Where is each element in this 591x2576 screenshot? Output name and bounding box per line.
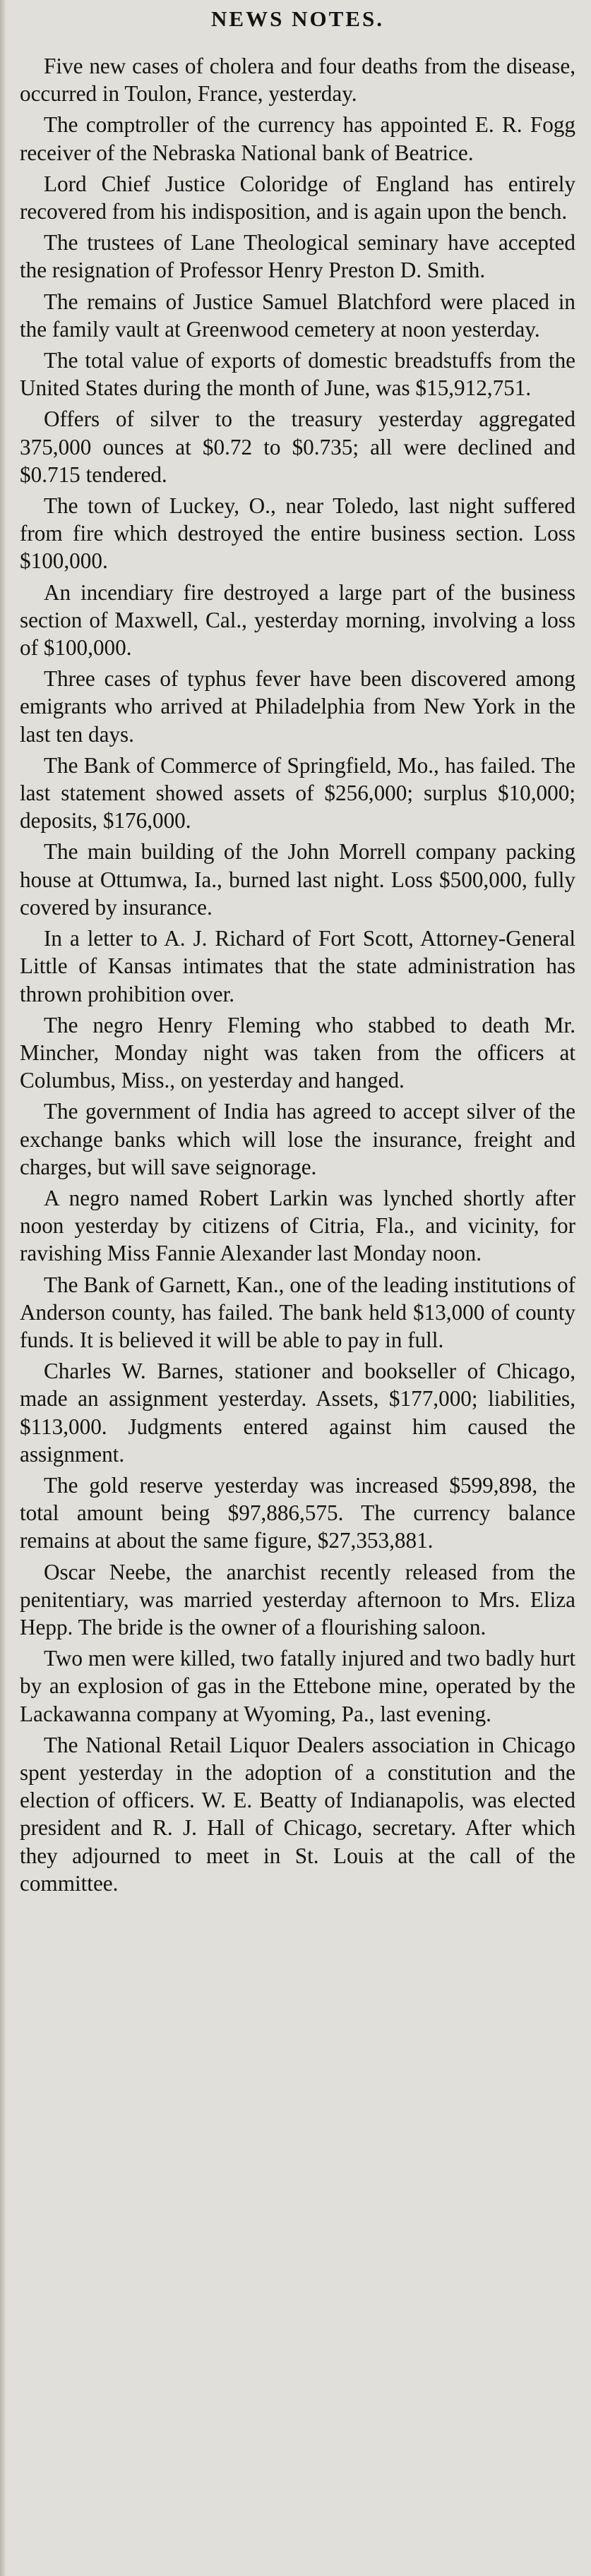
news-item: Oscar Neebe, the anarchist recently released from the penitentiary, was married yesterday afternoon to Mrs. Eliza Hepp. The bride is the owner of a flourishing saloon. — [20, 1559, 575, 1639]
section-headline: NEWS NOTES. — [211, 6, 384, 31]
news-item: The comptroller of the currency has appointed E. R. Fogg receiver of the Nebraska National bank of Beatrice. — [20, 112, 575, 165]
news-item: Five new cases of cholera and four deaths from the disease, occurred in Toulon, France, yesterday. — [20, 54, 575, 107]
news-item: The gold reserve yesterday was increased $599,898, the total amount being $97,886,575. The currency balance remains at about the same figure, $27,353,881. — [20, 1472, 575, 1553]
column-rule — [0, 0, 6, 2576]
news-item: Offers of silver to the treasury yesterday aggregated 375,000 ounces at $0.72 to $0.735; all were declined and $0.715 tendered. — [20, 407, 575, 487]
news-item: A negro named Robert Larkin was lynched shortly after noon yesterday by citizens of Citria, Fla., and vicinity, for ravishing Miss Fannie Alexander last Monday noon. — [20, 1185, 575, 1266]
news-item: In a letter to A. J. Richard of Fort Scott, Attorney-General Little of Kansas intimates that the state administration has thrown prohibition over. — [20, 926, 575, 1006]
news-item: An incendiary fire destroyed a large part of the business section of Maxwell, Cal., yesterday morning, involving a loss of $100,000. — [20, 579, 575, 661]
news-item: Three cases of typhus fever have been discovered among emigrants who arrived at Philadelphia from New York in the last ten days. — [20, 666, 575, 747]
news-item: The trustees of Lane Theological seminary have accepted the resignation of Professor Henry Preston D. Smith. — [20, 230, 575, 283]
news-item: Two men were killed, two fatally injured and two badly hurt by an explosion of gas in the Ettebone mine, operated by the Lackawanna company at Wyoming, Pa., last evening. — [20, 1646, 575, 1726]
news-item: The total value of exports of domestic breadstuffs from the United States during the month of June, was $15,912,751. — [20, 348, 575, 401]
news-item: The negro Henry Fleming who stabbed to death Mr. Mincher, Monday night was taken from the officers at Columbus, Miss., on yesterday and hanged. — [20, 1012, 575, 1093]
news-item: Charles W. Barnes, stationer and bookseller of Chicago, made an assignment yesterday. Assets, $177,000; liabilities, $113,000. Judgments entered against him caused the assignment. — [20, 1359, 575, 1467]
news-item: The government of India has agreed to accept silver of the exchange banks which will lose the insurance, freight and charges, but will save seignorage. — [20, 1099, 575, 1179]
news-item: The town of Luckey, O., near Toledo, last night suffered from fire which destroyed the entire business section. Loss $100,000. — [20, 493, 575, 574]
news-item: The main building of the John Morrell company packing house at Ottumwa, Ia., burned last night. Loss $500,000, fully covered by insurance. — [20, 839, 575, 920]
news-item: The Bank of Garnett, Kan., one of the leading institutions of Anderson county, has failed. The bank held $13,000 of county funds. It is believed it will be able to pay in full. — [20, 1272, 575, 1352]
news-item: The remains of Justice Samuel Blatchford were placed in the family vault at Greenwood cemetery at noon yesterday. — [20, 289, 575, 342]
news-item: The National Retail Liquor Dealers association in Chicago spent yesterday in the adoption of a constitution and the election of officers. W. E. Beatty of Indianapolis, was elected president and R. J. Hall of Chicago, secretary. After which they adjourned to meet in St. Louis at the call of the committee. — [20, 1732, 575, 1896]
news-item: The Bank of Commerce of Springfield, Mo., has failed. The last statement showed assets of $256,000; surplus $10,000; deposits, $176,000. — [20, 752, 575, 833]
news-item: Lord Chief Justice Coloridge of England has entirely recovered from his indisposition, and is again upon the bench. — [20, 171, 575, 224]
